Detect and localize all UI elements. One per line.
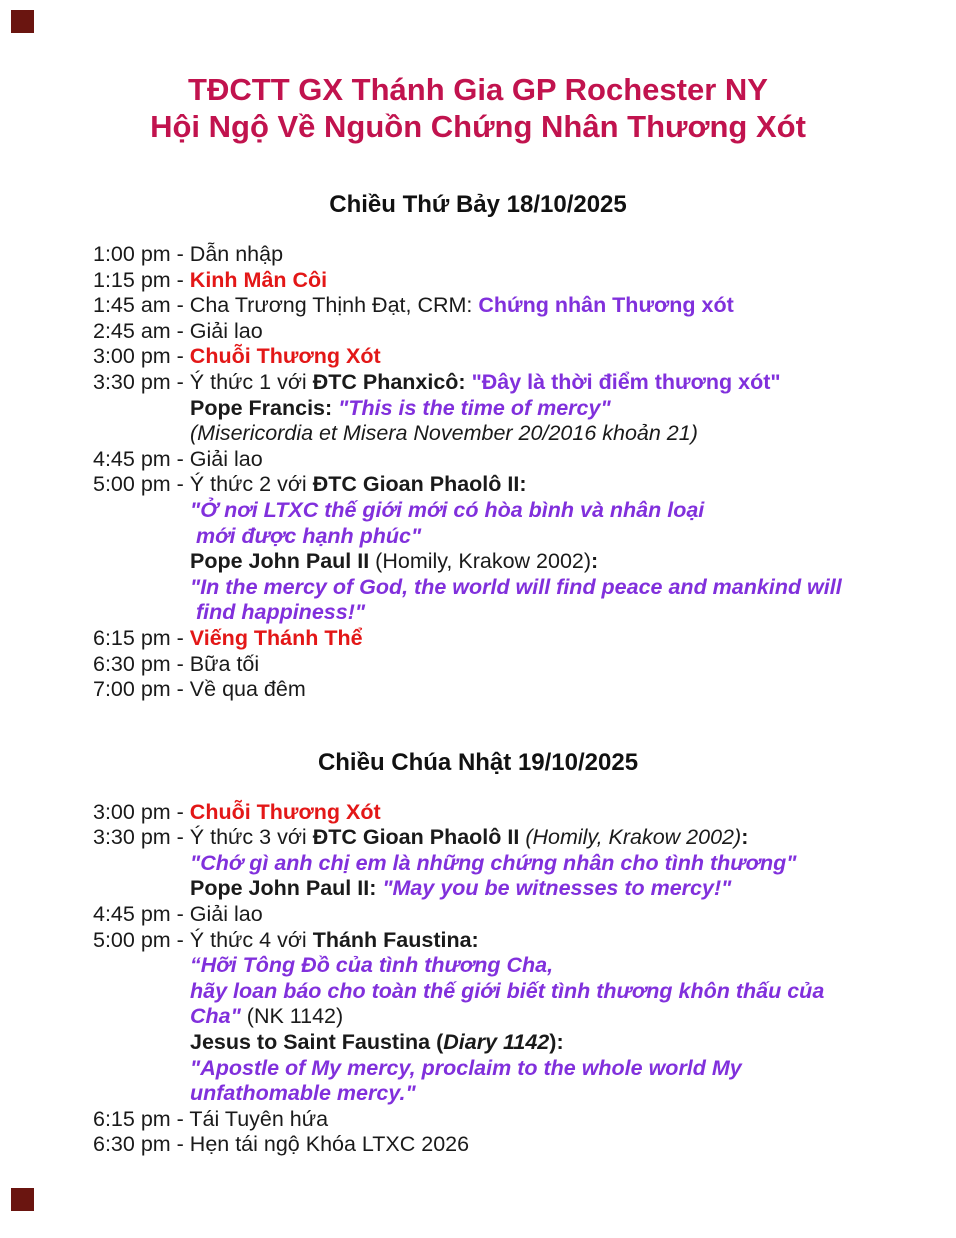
schedule-line bbox=[93, 1030, 956, 1056]
schedule-line bbox=[93, 319, 956, 345]
schedule-line bbox=[93, 242, 956, 268]
text-segment: Cha" bbox=[190, 1004, 241, 1029]
text-segment: 5:00 pm - Ý thức 2 với bbox=[93, 472, 313, 497]
schedule-line bbox=[93, 575, 956, 601]
text-segment: 6:30 pm - Hẹn tái ngộ Khóa LTXC 2026 bbox=[93, 1132, 470, 1157]
text-segment: "Chớ gì anh chị em là những chứng nhân cho tình thương" bbox=[190, 850, 797, 875]
text-segment: : bbox=[591, 549, 599, 574]
schedule-line bbox=[93, 928, 956, 954]
text-segment: Diary 1142 bbox=[443, 1030, 550, 1055]
schedule-line bbox=[93, 1056, 956, 1082]
text-segment: "Ở nơi LTXC thế giới mới có hòa bình và nhân loại bbox=[190, 497, 705, 522]
schedule-line bbox=[93, 953, 956, 979]
schedule-line bbox=[93, 652, 956, 678]
text-segment: find happiness!" bbox=[190, 600, 366, 625]
schedule-line bbox=[93, 524, 956, 550]
text-segment: 6:15 pm - Tái Tuyên hứa bbox=[93, 1106, 329, 1131]
schedule-line bbox=[93, 498, 956, 524]
text-segment: Pope John Paul II bbox=[190, 549, 376, 574]
schedule-line bbox=[93, 1107, 956, 1133]
text-segment: 6:30 pm - Bữa tối bbox=[93, 651, 260, 676]
text-segment: "In the mercy of God, the world will find peace and mankind will bbox=[190, 574, 842, 599]
schedule-line bbox=[93, 902, 956, 928]
schedule-line bbox=[93, 293, 956, 319]
text-segment: 4:45 pm - Giải lao bbox=[93, 902, 263, 927]
text-segment: (NK 1142) bbox=[240, 1004, 344, 1029]
text-segment: (Homily, Krakow 2002) bbox=[375, 549, 592, 574]
schedule-line bbox=[93, 851, 956, 877]
text-segment: 7:00 pm - Về qua đêm bbox=[93, 677, 306, 702]
text-segment: ĐTC Gioan Phaolô II: bbox=[312, 472, 527, 497]
text-segment: Chuỗi Thương Xót bbox=[189, 799, 381, 824]
text-segment: : bbox=[741, 825, 749, 850]
text-segment: ĐTC Phanxicô: bbox=[312, 369, 472, 394]
text-segment: ĐTC Gioan Phaolô II bbox=[312, 825, 526, 850]
schedule-line bbox=[93, 626, 956, 652]
section-heading: Chiều Chúa Nhật 19/10/2025 bbox=[317, 748, 639, 776]
schedule-line bbox=[93, 1004, 956, 1030]
page-title bbox=[0, 0, 956, 145]
schedule bbox=[0, 190, 956, 1158]
text-segment: “Hỡi Tông Đồ của tình thương Cha, bbox=[190, 953, 554, 978]
text-segment: "May you be witnesses to mercy!" bbox=[382, 876, 732, 901]
text-segment: "Đây là thời điểm thương xót" bbox=[471, 369, 781, 394]
schedule-line bbox=[93, 549, 956, 575]
schedule-line bbox=[93, 677, 956, 703]
text-segment: 6:15 pm - bbox=[93, 625, 190, 650]
text-segment: 1:45 am - Cha Trương Thịnh Đạt, CRM: bbox=[93, 293, 479, 318]
schedule-line bbox=[93, 396, 956, 422]
schedule-line bbox=[93, 1132, 956, 1158]
text-segment: mới được hạnh phúc" bbox=[190, 523, 422, 548]
text-segment: (Misericordia et Misera November 20/2016 khoản 21) bbox=[190, 421, 698, 446]
page-title-line2: Hội Ngộ Về Nguồn Chứng Nhân Thương Xót bbox=[150, 109, 806, 144]
schedule-line bbox=[93, 447, 956, 473]
text-segment: "This is the time of mercy" bbox=[338, 395, 611, 420]
text-segment: Viếng Thánh Thể bbox=[189, 625, 363, 650]
text-segment: 5:00 pm - Ý thức 4 với bbox=[93, 927, 313, 952]
text-segment: Chuỗi Thương Xót bbox=[189, 344, 381, 369]
text-segment: 2:45 am - Giải lao bbox=[93, 318, 263, 343]
text-segment: unfathomable mercy." bbox=[190, 1081, 416, 1106]
corner-mark-top-left bbox=[11, 10, 34, 33]
text-segment: 3:30 pm - Ý thức 1 với bbox=[93, 369, 313, 394]
schedule-line bbox=[93, 370, 956, 396]
section-heading: Chiều Thứ Bảy 18/10/2025 bbox=[329, 191, 627, 218]
schedule-line bbox=[93, 472, 956, 498]
schedule-line bbox=[93, 876, 956, 902]
schedule-list bbox=[93, 242, 956, 703]
text-segment: 3:00 pm - bbox=[93, 799, 190, 824]
schedule-line bbox=[93, 825, 956, 851]
text-segment: 3:00 pm - bbox=[93, 344, 190, 369]
text-segment: 1:00 pm - Dẫn nhập bbox=[93, 242, 284, 266]
schedule-line bbox=[93, 600, 956, 626]
text-segment: Pope Francis: bbox=[190, 395, 339, 420]
schedule-line bbox=[93, 979, 956, 1005]
schedule-line bbox=[93, 800, 956, 826]
text-segment: (Homily, Krakow 2002) bbox=[525, 825, 742, 850]
schedule-line bbox=[93, 421, 956, 447]
text-segment: 1:15 pm - bbox=[93, 267, 190, 292]
text-segment: Thánh Faustina: bbox=[312, 927, 479, 952]
text-segment: hãy loan báo cho toàn thế giới biết tình thương khôn thấu của bbox=[190, 978, 825, 1003]
text-segment: ): bbox=[549, 1030, 564, 1055]
schedule-line bbox=[93, 344, 956, 370]
schedule-line bbox=[93, 1081, 956, 1107]
corner-mark-bottom-left bbox=[11, 1188, 34, 1211]
page-title-line1: TĐCTT GX Thánh Gia GP Rochester NY bbox=[188, 72, 768, 107]
text-segment: Jesus to Saint Faustina ( bbox=[190, 1030, 444, 1055]
schedule-line bbox=[93, 268, 956, 294]
schedule-list bbox=[93, 800, 956, 1158]
text-segment: 4:45 pm - Giải lao bbox=[93, 446, 263, 471]
text-segment: Chứng nhân Thương xót bbox=[478, 293, 734, 318]
text-segment: "Apostle of My mercy, proclaim to the whole world My bbox=[190, 1055, 742, 1080]
text-segment: Kinh Mân Côi bbox=[189, 267, 328, 292]
text-segment: 3:30 pm - Ý thức 3 với bbox=[93, 825, 313, 850]
text-segment: Pope John Paul II: bbox=[190, 876, 383, 901]
